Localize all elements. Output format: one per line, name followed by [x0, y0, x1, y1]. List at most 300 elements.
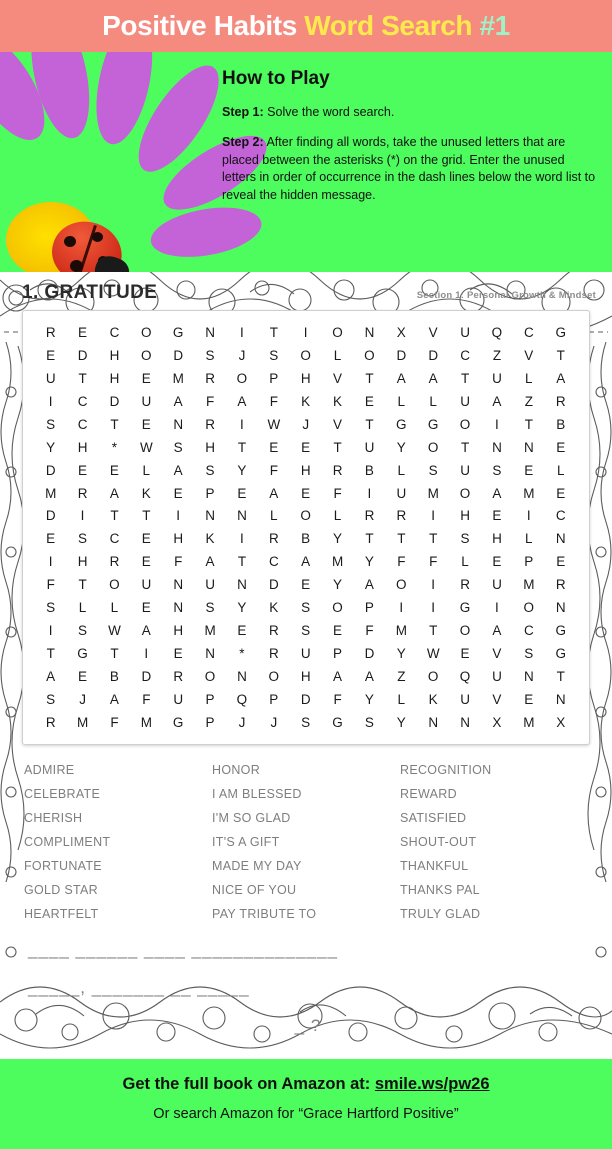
grid-cell[interactable]: U — [364, 439, 375, 455]
grid-cell[interactable]: D — [77, 347, 88, 363]
grid-cell[interactable]: H — [109, 347, 120, 363]
grid-cell[interactable]: N — [555, 531, 567, 547]
grid-cell[interactable]: X — [492, 714, 502, 730]
grid-cell[interactable]: A — [173, 393, 184, 409]
grid-cell[interactable]: A — [301, 554, 311, 570]
grid-cell[interactable]: V — [333, 370, 343, 386]
grid-cell[interactable]: M — [76, 714, 89, 730]
grid-cell[interactable]: D — [268, 577, 280, 593]
grid-cell[interactable]: N — [173, 577, 184, 593]
footer-url-link[interactable]: smile.ws/pw26 — [374, 1075, 490, 1093]
grid-cell[interactable]: R — [205, 370, 216, 386]
grid-cell[interactable]: Y — [396, 439, 407, 455]
grid-cell[interactable]: T — [556, 347, 566, 363]
grid-cell[interactable]: L — [397, 393, 406, 409]
grid-cell[interactable]: J — [238, 347, 246, 363]
grid-cell[interactable]: T — [365, 370, 375, 386]
grid-cell[interactable]: N — [555, 691, 567, 707]
grid-cell[interactable]: L — [429, 393, 438, 409]
grid-cell[interactable]: E — [333, 623, 343, 639]
grid-cell[interactable]: M — [172, 370, 185, 386]
grid-cell[interactable]: K — [205, 531, 216, 547]
grid-cell[interactable]: K — [333, 393, 343, 409]
word-search-grid-card[interactable] — [22, 310, 590, 745]
grid-cell[interactable]: A — [364, 669, 375, 685]
grid-cell[interactable]: T — [78, 577, 88, 593]
grid-cell[interactable]: U — [492, 669, 503, 685]
grid-cell[interactable]: A — [396, 370, 407, 386]
grid-cell[interactable]: S — [205, 600, 216, 616]
grid-cell[interactable]: A — [492, 485, 502, 501]
grid-cell[interactable]: I — [48, 554, 54, 570]
answer-dash-line-1[interactable]: ____ ______ ____ ______________ — [28, 940, 338, 959]
grid-cell[interactable]: E — [237, 485, 247, 501]
grid-cell[interactable]: H — [205, 439, 216, 455]
grid-cell[interactable]: E — [524, 462, 534, 478]
grid-cell[interactable]: I — [48, 623, 54, 639]
grid-cell[interactable]: E — [173, 485, 184, 501]
grid-cell[interactable]: B — [364, 462, 375, 478]
grid-cell[interactable]: I — [367, 485, 372, 501]
grid-cell[interactable]: A — [237, 393, 247, 409]
grid-cell[interactable]: H — [300, 462, 312, 478]
grid-cell[interactable]: E — [78, 669, 88, 685]
grid-cell[interactable]: T — [78, 370, 88, 386]
grid-cell[interactable]: I — [399, 600, 404, 616]
grid-cell[interactable]: G — [172, 324, 184, 340]
grid-cell[interactable]: N — [173, 600, 184, 616]
grid-cell[interactable]: E — [109, 462, 120, 478]
grid-cell[interactable]: E — [141, 416, 152, 432]
grid-cell[interactable]: A — [492, 623, 502, 639]
grid-cell[interactable]: M — [523, 714, 535, 730]
grid-cell[interactable]: E — [492, 508, 502, 524]
grid-cell[interactable]: T — [110, 508, 120, 524]
grid-cell[interactable]: N — [205, 508, 216, 524]
grid-cell[interactable]: T — [46, 646, 56, 662]
grid-cell[interactable]: N — [460, 714, 471, 730]
word-search-grid[interactable] — [35, 321, 577, 734]
grid-cell[interactable]: R — [45, 324, 57, 340]
grid-cell[interactable]: Z — [397, 669, 406, 685]
grid-cell[interactable]: C — [460, 347, 471, 363]
grid-cell[interactable]: P — [269, 691, 279, 707]
grid-cell[interactable]: E — [492, 554, 502, 570]
grid-cell[interactable]: D — [45, 462, 57, 478]
grid-cell[interactable]: I — [495, 600, 500, 616]
grid-cell[interactable]: V — [428, 324, 439, 340]
grid-cell[interactable]: R — [268, 646, 280, 662]
grid-cell[interactable]: M — [523, 577, 535, 593]
grid-cell[interactable]: I — [495, 416, 500, 432]
grid-cell[interactable]: R — [555, 393, 567, 409]
grid-cell[interactable]: O — [459, 623, 471, 639]
grid-cell[interactable]: Y — [237, 600, 247, 616]
grid-cell[interactable]: O — [459, 485, 471, 501]
grid-cell[interactable]: Q — [236, 691, 248, 707]
grid-cell[interactable]: W — [426, 646, 441, 662]
grid-cell[interactable]: A — [109, 485, 120, 501]
grid-cell[interactable]: R — [460, 577, 471, 593]
grid-cell[interactable]: I — [431, 577, 436, 593]
grid-cell[interactable]: W — [108, 623, 122, 639]
grid-cell[interactable]: F — [333, 485, 343, 501]
grid-cell[interactable]: O — [141, 347, 153, 363]
grid-cell[interactable]: L — [110, 600, 119, 616]
grid-cell[interactable]: Y — [237, 462, 247, 478]
grid-cell[interactable]: O — [109, 577, 121, 593]
grid-cell[interactable]: C — [109, 324, 120, 340]
grid-cell[interactable]: S — [301, 600, 311, 616]
grid-cell[interactable]: D — [45, 508, 57, 524]
grid-cell[interactable]: G — [555, 324, 567, 340]
grid-cell[interactable]: V — [492, 646, 502, 662]
grid-cell[interactable]: E — [78, 462, 88, 478]
grid-cell[interactable]: Y — [364, 691, 375, 707]
grid-cell[interactable]: O — [141, 324, 153, 340]
grid-cell[interactable]: E — [46, 347, 56, 363]
grid-cell[interactable]: J — [270, 714, 278, 730]
grid-cell[interactable]: B — [109, 669, 120, 685]
grid-cell[interactable]: E — [301, 577, 311, 593]
grid-cell[interactable]: S — [492, 462, 502, 478]
grid-cell[interactable]: O — [300, 508, 312, 524]
grid-cell[interactable]: E — [301, 439, 311, 455]
grid-cell[interactable]: E — [141, 531, 152, 547]
grid-cell[interactable]: P — [364, 600, 375, 616]
grid-cell[interactable]: V — [524, 347, 534, 363]
grid-cell[interactable]: U — [205, 577, 216, 593]
grid-cell[interactable]: E — [46, 531, 56, 547]
grid-cell[interactable]: N — [173, 416, 184, 432]
grid-cell[interactable]: T — [269, 324, 279, 340]
grid-cell[interactable]: N — [237, 669, 248, 685]
grid-cell[interactable]: L — [556, 462, 565, 478]
grid-cell[interactable]: U — [45, 370, 57, 386]
grid-cell[interactable]: H — [173, 623, 184, 639]
grid-cell[interactable]: G — [332, 714, 344, 730]
grid-cell[interactable]: L — [333, 347, 342, 363]
grid-cell[interactable]: P — [205, 485, 216, 501]
grid-cell[interactable]: P — [524, 554, 534, 570]
grid-cell[interactable]: Y — [333, 577, 343, 593]
grid-cell[interactable]: U — [492, 577, 503, 593]
grid-cell[interactable]: S — [301, 623, 311, 639]
grid-cell[interactable]: I — [240, 416, 245, 432]
grid-cell[interactable]: F — [429, 554, 438, 570]
grid-cell[interactable]: O — [427, 439, 439, 455]
grid-cell[interactable]: R — [205, 416, 216, 432]
grid-cell[interactable]: H — [460, 508, 471, 524]
grid-cell[interactable]: I — [144, 646, 149, 662]
grid-cell[interactable]: I — [431, 508, 436, 524]
grid-cell[interactable]: J — [79, 691, 87, 707]
grid-cell[interactable]: X — [556, 714, 566, 730]
grid-cell[interactable]: E — [556, 485, 566, 501]
grid-cell[interactable]: U — [141, 393, 152, 409]
grid-cell[interactable]: R — [173, 669, 184, 685]
grid-cell[interactable]: C — [268, 554, 280, 570]
grid-cell[interactable]: O — [459, 416, 471, 432]
grid-cell[interactable]: O — [364, 347, 376, 363]
grid-cell[interactable]: O — [523, 600, 535, 616]
grid-cell[interactable]: N — [523, 439, 535, 455]
grid-cell[interactable]: I — [240, 324, 245, 340]
grid-cell[interactable]: T — [365, 416, 375, 432]
grid-cell[interactable]: L — [461, 554, 470, 570]
grid-cell[interactable]: D — [396, 347, 407, 363]
grid-cell[interactable]: K — [301, 393, 311, 409]
grid-cell[interactable]: H — [492, 531, 503, 547]
grid-cell[interactable]: I — [80, 508, 85, 524]
grid-cell[interactable]: R — [268, 531, 280, 547]
grid-cell[interactable]: G — [555, 623, 567, 639]
grid-cell[interactable]: S — [46, 416, 56, 432]
grid-cell[interactable]: P — [205, 714, 216, 730]
grid-cell[interactable]: D — [173, 347, 184, 363]
grid-cell[interactable]: I — [48, 393, 54, 409]
grid-cell[interactable]: N — [205, 646, 216, 662]
grid-cell[interactable]: A — [556, 370, 566, 386]
grid-cell[interactable]: T — [460, 370, 470, 386]
grid-cell[interactable]: T — [333, 439, 343, 455]
grid-cell[interactable]: A — [109, 691, 120, 707]
grid-cell[interactable]: R — [77, 485, 88, 501]
grid-cell[interactable]: N — [492, 439, 503, 455]
grid-cell[interactable]: N — [428, 714, 439, 730]
grid-cell[interactable]: R — [332, 462, 343, 478]
grid-cell[interactable]: D — [141, 669, 152, 685]
grid-cell[interactable]: C — [109, 531, 120, 547]
grid-cell[interactable]: C — [523, 623, 535, 639]
grid-cell[interactable]: T — [460, 439, 470, 455]
grid-cell[interactable]: M — [427, 485, 440, 501]
grid-cell[interactable]: C — [77, 416, 88, 432]
grid-cell[interactable]: E — [364, 393, 375, 409]
grid-cell[interactable]: U — [173, 691, 184, 707]
grid-cell[interactable]: H — [109, 370, 120, 386]
grid-cell[interactable]: A — [364, 577, 375, 593]
grid-cell[interactable]: R — [109, 554, 120, 570]
grid-cell[interactable]: P — [269, 370, 279, 386]
grid-cell[interactable]: L — [142, 462, 151, 478]
grid-cell[interactable]: T — [365, 531, 375, 547]
grid-cell[interactable]: E — [556, 439, 566, 455]
grid-cell[interactable]: A — [205, 554, 216, 570]
grid-cell[interactable]: K — [269, 600, 279, 616]
grid-cell[interactable]: R — [268, 623, 280, 639]
grid-cell[interactable]: N — [364, 324, 375, 340]
grid-cell[interactable]: R — [555, 577, 567, 593]
grid-cell[interactable]: Y — [396, 714, 407, 730]
grid-cell[interactable]: U — [141, 577, 152, 593]
grid-cell[interactable]: L — [270, 508, 279, 524]
grid-cell[interactable]: E — [141, 370, 152, 386]
grid-cell[interactable]: L — [525, 531, 534, 547]
grid-cell[interactable]: J — [238, 714, 246, 730]
grid-cell[interactable]: S — [173, 439, 184, 455]
grid-cell[interactable]: F — [142, 691, 151, 707]
grid-cell[interactable]: T — [556, 669, 566, 685]
answer-dash-line-3[interactable]: _ ? — [294, 1016, 322, 1035]
grid-cell[interactable]: E — [460, 646, 471, 662]
grid-cell[interactable]: U — [460, 462, 471, 478]
grid-cell[interactable]: T — [429, 623, 438, 639]
grid-cell[interactable]: F — [269, 393, 279, 409]
grid-cell[interactable]: G — [396, 416, 408, 432]
grid-cell[interactable]: S — [364, 714, 375, 730]
grid-cell[interactable]: L — [525, 370, 534, 386]
grid-cell[interactable]: O — [332, 600, 344, 616]
grid-cell[interactable]: L — [397, 691, 406, 707]
grid-cell[interactable]: V — [333, 416, 343, 432]
grid-cell[interactable]: R — [364, 508, 375, 524]
grid-cell[interactable]: H — [300, 370, 312, 386]
grid-cell[interactable]: M — [331, 554, 344, 570]
grid-cell[interactable]: G — [555, 646, 567, 662]
grid-cell[interactable]: E — [141, 600, 152, 616]
grid-cell[interactable]: T — [429, 531, 438, 547]
grid-cell[interactable]: R — [396, 508, 407, 524]
grid-cell[interactable]: A — [428, 370, 439, 386]
grid-cell[interactable]: O — [300, 347, 312, 363]
grid-cell[interactable]: O — [268, 669, 280, 685]
grid-cell[interactable]: F — [46, 577, 56, 593]
grid-cell[interactable]: P — [333, 646, 343, 662]
grid-cell[interactable]: F — [110, 714, 120, 730]
grid-cell[interactable]: F — [174, 554, 183, 570]
grid-cell[interactable]: S — [269, 347, 279, 363]
grid-cell[interactable]: H — [77, 439, 88, 455]
grid-cell[interactable]: O — [427, 669, 439, 685]
grid-cell[interactable]: I — [176, 508, 181, 524]
grid-cell[interactable]: G — [459, 600, 471, 616]
grid-cell[interactable]: F — [333, 691, 343, 707]
grid-cell[interactable]: J — [302, 416, 310, 432]
grid-cell[interactable]: R — [45, 714, 57, 730]
grid-cell[interactable]: I — [526, 508, 532, 524]
grid-cell[interactable]: Q — [491, 324, 503, 340]
grid-cell[interactable]: M — [523, 485, 535, 501]
grid-cell[interactable]: E — [301, 485, 311, 501]
grid-cell[interactable]: W — [139, 439, 154, 455]
grid-cell[interactable]: E — [269, 439, 279, 455]
grid-cell[interactable]: G — [427, 416, 439, 432]
grid-cell[interactable]: E — [173, 646, 184, 662]
grid-cell[interactable]: T — [110, 416, 120, 432]
grid-cell[interactable]: E — [556, 554, 566, 570]
grid-cell[interactable]: S — [524, 646, 534, 662]
grid-cell[interactable]: A — [269, 485, 279, 501]
grid-cell[interactable]: Y — [46, 439, 56, 455]
grid-cell[interactable]: S — [428, 462, 439, 478]
grid-cell[interactable]: I — [240, 531, 245, 547]
grid-cell[interactable]: T — [397, 531, 406, 547]
grid-cell[interactable]: N — [523, 669, 535, 685]
grid-cell[interactable]: Z — [524, 393, 534, 409]
grid-cell[interactable]: O — [396, 577, 408, 593]
grid-cell[interactable]: T — [110, 646, 120, 662]
grid-cell[interactable]: Y — [396, 646, 407, 662]
grid-cell[interactable]: C — [77, 393, 88, 409]
grid-cell[interactable]: D — [109, 393, 120, 409]
grid-cell[interactable]: L — [397, 462, 406, 478]
grid-cell[interactable]: A — [46, 669, 56, 685]
grid-cell[interactable]: Y — [364, 554, 375, 570]
grid-cell[interactable]: G — [77, 646, 89, 662]
grid-cell[interactable]: U — [396, 485, 407, 501]
grid-cell[interactable]: E — [141, 554, 152, 570]
grid-cell[interactable]: Q — [459, 669, 471, 685]
grid-cell[interactable]: H — [173, 531, 184, 547]
grid-cell[interactable]: A — [141, 623, 152, 639]
grid-cell[interactable]: M — [45, 485, 57, 501]
grid-cell[interactable]: Z — [492, 347, 502, 363]
grid-cell[interactable]: F — [205, 393, 215, 409]
grid-cell[interactable]: F — [269, 462, 279, 478]
grid-cell[interactable]: N — [237, 577, 248, 593]
grid-cell[interactable]: S — [46, 600, 56, 616]
grid-cell[interactable]: U — [460, 393, 471, 409]
grid-cell[interactable]: U — [460, 324, 471, 340]
grid-cell[interactable]: T — [237, 439, 247, 455]
grid-cell[interactable]: Y — [333, 531, 343, 547]
grid-cell[interactable]: C — [555, 508, 567, 524]
grid-cell[interactable]: U — [300, 646, 312, 662]
grid-cell[interactable]: M — [395, 623, 408, 639]
grid-cell[interactable]: C — [523, 324, 535, 340]
grid-cell[interactable]: A — [492, 393, 502, 409]
grid-cell[interactable]: S — [78, 531, 88, 547]
grid-cell[interactable]: U — [492, 370, 503, 386]
grid-cell[interactable]: G — [172, 714, 184, 730]
grid-cell[interactable]: H — [300, 669, 312, 685]
grid-cell[interactable]: K — [141, 485, 152, 501]
grid-cell[interactable]: L — [78, 600, 87, 616]
grid-cell[interactable]: F — [365, 623, 375, 639]
grid-cell[interactable]: S — [205, 347, 216, 363]
grid-cell[interactable]: F — [397, 554, 406, 570]
grid-cell[interactable]: W — [267, 416, 281, 432]
grid-cell[interactable]: N — [237, 508, 248, 524]
grid-cell[interactable]: I — [431, 600, 436, 616]
grid-cell[interactable]: O — [332, 324, 344, 340]
grid-cell[interactable]: P — [205, 691, 216, 707]
grid-cell[interactable]: S — [78, 623, 88, 639]
grid-cell[interactable]: M — [140, 714, 153, 730]
grid-cell[interactable]: B — [301, 531, 311, 547]
grid-cell[interactable]: V — [492, 691, 502, 707]
grid-cell[interactable]: L — [333, 508, 342, 524]
grid-cell[interactable]: X — [396, 324, 407, 340]
grid-cell[interactable]: T — [237, 554, 247, 570]
grid-cell[interactable]: S — [301, 714, 311, 730]
grid-cell[interactable]: D — [300, 691, 312, 707]
grid-cell[interactable]: * — [111, 439, 118, 455]
grid-cell[interactable]: S — [205, 462, 216, 478]
grid-cell[interactable]: S — [46, 691, 56, 707]
grid-cell[interactable]: D — [428, 347, 439, 363]
grid-cell[interactable]: A — [173, 462, 184, 478]
grid-cell[interactable]: E — [524, 691, 534, 707]
grid-cell[interactable]: M — [204, 623, 217, 639]
grid-cell[interactable]: K — [428, 691, 439, 707]
grid-cell[interactable]: * — [239, 646, 246, 662]
grid-cell[interactable]: O — [204, 669, 216, 685]
grid-cell[interactable]: T — [524, 416, 534, 432]
grid-cell[interactable]: I — [303, 324, 309, 340]
grid-cell[interactable]: N — [205, 324, 216, 340]
